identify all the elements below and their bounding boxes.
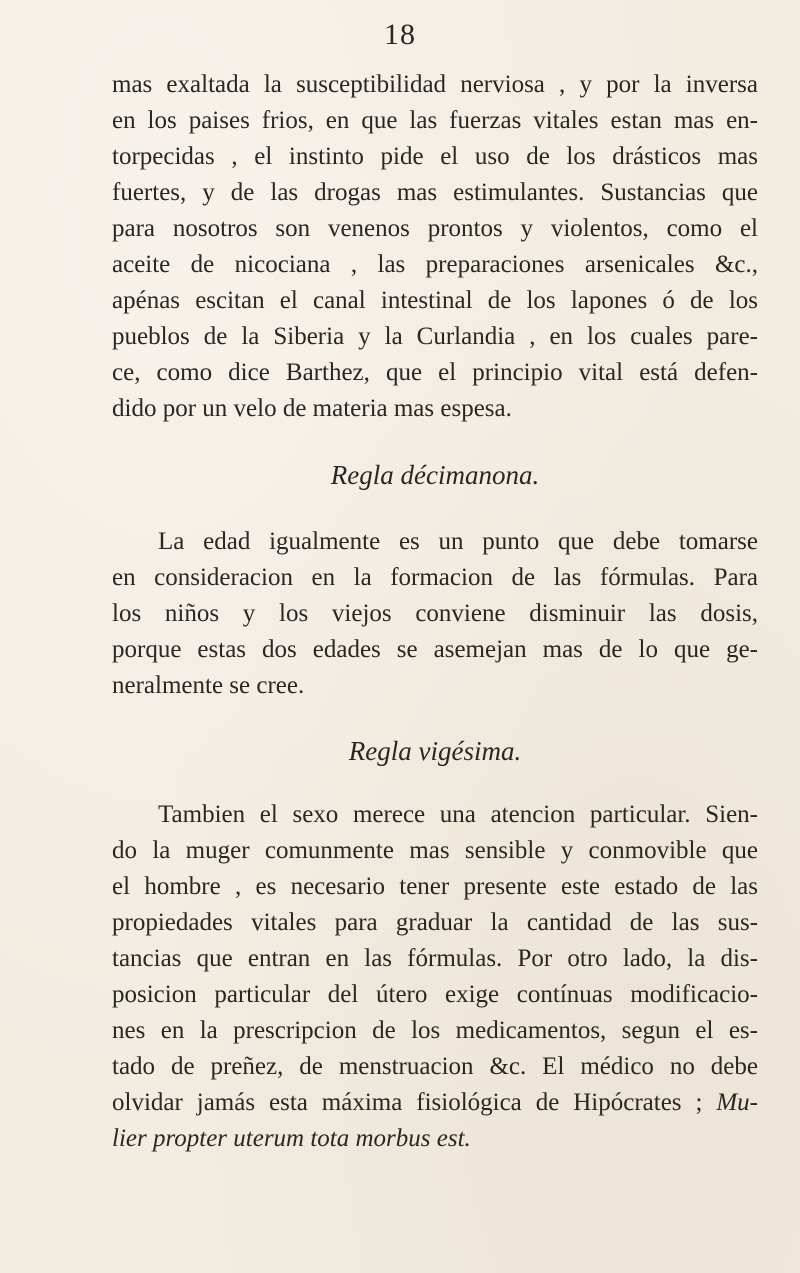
text-line-with-italic: olvidar jamás esta máxima fisiológica de Hipócrates ; Mu- (112, 1089, 758, 1116)
text-line: para nosotros son venenos prontos y violentos, como el (112, 215, 758, 242)
text-line: pueblos de la Siberia y la Curlandia , en los cuales pare- (112, 323, 758, 350)
text-line: tancias que entran en las fórmulas. Por otro lado, la dis- (112, 945, 758, 972)
text-line: ce, como dice Barthez, que el principio vital está defen- (112, 359, 758, 386)
text-line: mas exaltada la susceptibilidad nerviosa , y por la inversa (112, 71, 758, 98)
section-heading: Regla décimanona. (330, 460, 540, 490)
page-number: 18 (384, 18, 416, 51)
text-line: propiedades vitales para graduar la cantidad de las sus- (112, 909, 758, 936)
text-line: apénas escitan el canal intestinal de los lapones ó de los (112, 287, 758, 314)
text-line: La edad igualmente es un punto que debe tomarse (158, 528, 758, 555)
main-text (112, 67, 758, 1157)
paragraph-2 (112, 524, 758, 704)
text-line: aceite de nicociana , las preparaciones arsenicales &c., (112, 251, 758, 278)
text-line: porque estas dos edades se asemejan mas de lo que ge- (112, 636, 758, 663)
text-line: el hombre , es necesario tener presente este estado de las (112, 873, 758, 900)
text-line: tado de preñez, de menstruacion &c. El médico no debe (112, 1053, 758, 1080)
section-heading: Regla vigésima. (348, 736, 522, 766)
text-line: do la muger comunmente mas sensible y conmovible que (112, 837, 758, 864)
text-line: en los paises frios, en que las fuerzas vitales estan mas en- (112, 107, 758, 134)
paragraph-1 (112, 67, 758, 427)
text-line: posicion particular del útero exige contínuas modificacio- (112, 981, 758, 1008)
latin-quote-start: Mu- (716, 1089, 758, 1116)
text-line: los niños y los viejos conviene disminuir las dosis, (112, 600, 758, 627)
text-line: Tambien el sexo merece una atencion particular. Sien- (158, 801, 758, 828)
text-line: nes en la prescripcion de los medicamentos, segun el es- (112, 1017, 758, 1044)
latin-quote-end: lier propter uterum tota morbus est. (112, 1125, 471, 1152)
text-line: dido por un velo de materia mas espesa. (112, 395, 512, 422)
text-line: en consideracion en la formacion de las fórmulas. Para (112, 564, 758, 591)
text-line: neralmente se cree. (112, 672, 305, 699)
paragraph-3 (112, 797, 758, 1157)
text-line: torpecidas , el instinto pide el uso de los drásticos mas (112, 143, 758, 170)
text-line: fuertes, y de las drogas mas estimulantes. Sustancias que (112, 179, 758, 206)
